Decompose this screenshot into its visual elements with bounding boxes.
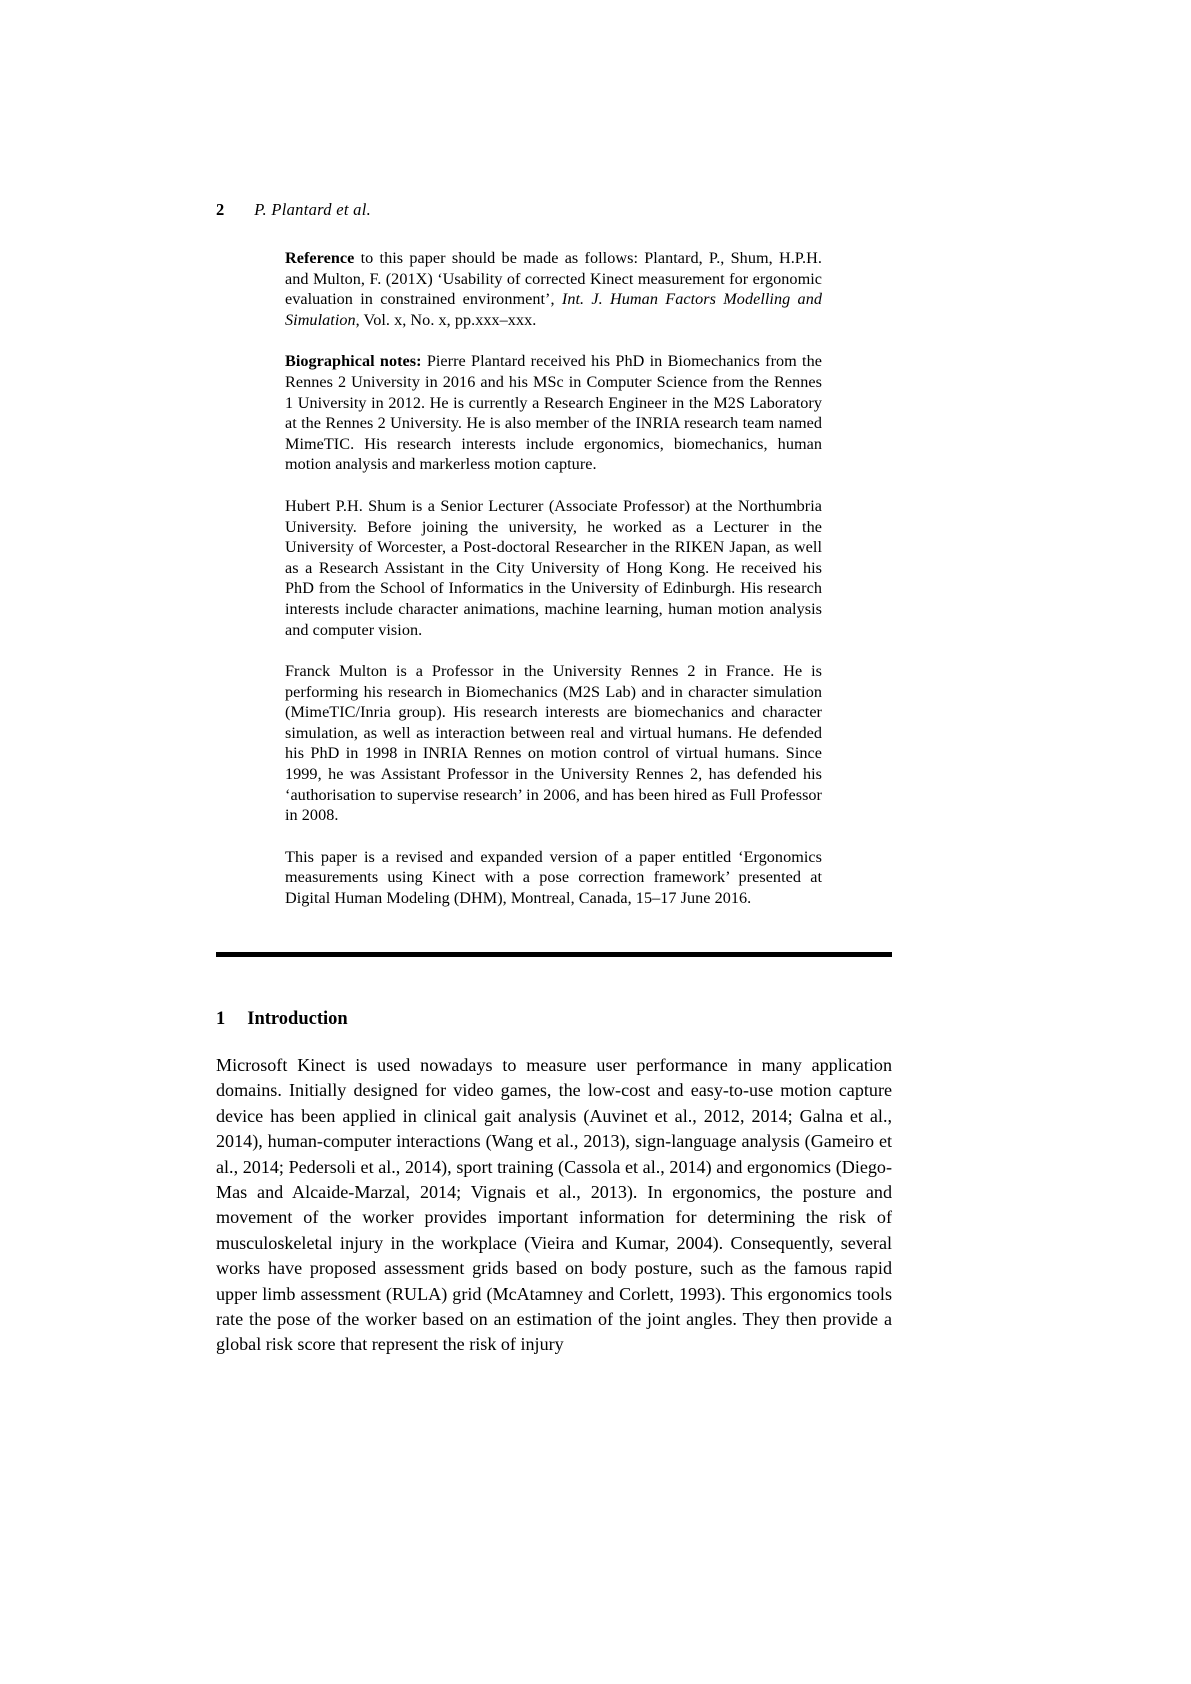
section-title: Introduction: [247, 1009, 348, 1029]
section-number: 1: [216, 1009, 226, 1029]
biographical-notes-plantard: [285, 351, 822, 475]
bio-plantard-text: Pierre Plantard received his PhD in Biomechanics from the Rennes 2 University in 2016 and his MSc in Computer Science from the Rennes 1 University in 2012. He is currently a Research Engineer in the M2S Laboratory at the Rennes 2 University. He is also member of the INRIA research team named MimeTIC. His research interests include ergonomics, biomechanics, human motion analysis and markerless motion capture.: [285, 352, 822, 474]
reference-paragraph: [285, 248, 822, 330]
body-text-container: [216, 1053, 892, 1358]
section-heading-introduction: [216, 1009, 348, 1030]
running-head-title: P. Plantard et al.: [254, 200, 372, 219]
horizontal-rule: [216, 952, 892, 957]
page-number: 2: [216, 200, 225, 219]
biographical-notes-label: Biographical notes:: [285, 352, 422, 371]
reference-text-before: to this paper should be made as follows: Plantard, P., Shum, H.P.H. and Multon, F. (201X) ‘Usability of corrected Kinect measurement for ergonomic evaluation in constrained environment’,: [285, 249, 822, 309]
reference-journal-title: Int. J. Human Factors Modelling and Simulation: [285, 290, 822, 329]
biographical-notes-shum: Hubert P.H. Shum is a Senior Lecturer (Associate Professor) at the Northumbria University. Before joining the university, he worked as a Lecturer in the University of Worcester, a Post-doctoral Researcher in the RIKEN Japan, as well as a Research Assistant in the City University of Hong Kong. He received his PhD from the School of Informatics in the University of Edinburgh. His research interests include character animations, machine learning, human motion analysis and computer vision.: [285, 496, 822, 639]
running-head: [216, 200, 916, 220]
front-matter-block: [285, 248, 822, 909]
conference-note: This paper is a revised and expanded version of a paper entitled ‘Ergonomics measurements using Kinect with a pose correction framework’ presented at Digital Human Modeling (DHM), Montreal, Canada, 15–17 June 2016.: [285, 847, 822, 908]
reference-label: Reference: [285, 249, 355, 267]
reference-text-after: , Vol. x, No. x, pp.xxx–xxx.: [355, 310, 537, 329]
biographical-notes-multon: Franck Multon is a Professor in the University Rennes 2 in France. He is performing his research in Biomechanics (M2S Lab) and in character simulation (MimeTIC/Inria group). His research interests are biomechanics and character simulation, as well as interaction between real and virtual humans. He defended his PhD in 1998 in INRIA Rennes on motion control of virtual humans. Since 1999, he was Assistant Professor in the University Rennes 2, has defended his ‘authorisation to supervise research’ in 2006, and has been hired as Full Professor in 2008.: [285, 662, 822, 825]
introduction-paragraph-1: Microsoft Kinect is used nowadays to measure user performance in many application domains. Initially designed for video games, the low-cost and easy-to-use motion capture device has been applied in clinical gait analysis (Auvinet et al., 2012, 2014; Galna et al., 2014), human-computer interactions (Wang et al., 2013), sign-language analysis (Gameiro et al., 2014; Pedersoli et al., 2014), sport training (Cassola et al., 2014) and ergonomics (Diego-Mas and Alcaide-Marzal, 2014; Vignais et al., 2013). In ergonomics, the posture and movement of the worker provides important information for determining the risk of musculoskeletal injury in the workplace (Vieira and Kumar, 2004). Consequently, several works have proposed assessment grids based on body posture, such as the famous rapid upper limb assessment (RULA) grid (McAtamney and Corlett, 1993). This ergonomics tools rate the pose of the worker based on an estimation of the joint angles. They then provide a global risk score that represent the risk of injury: [216, 1055, 892, 1355]
